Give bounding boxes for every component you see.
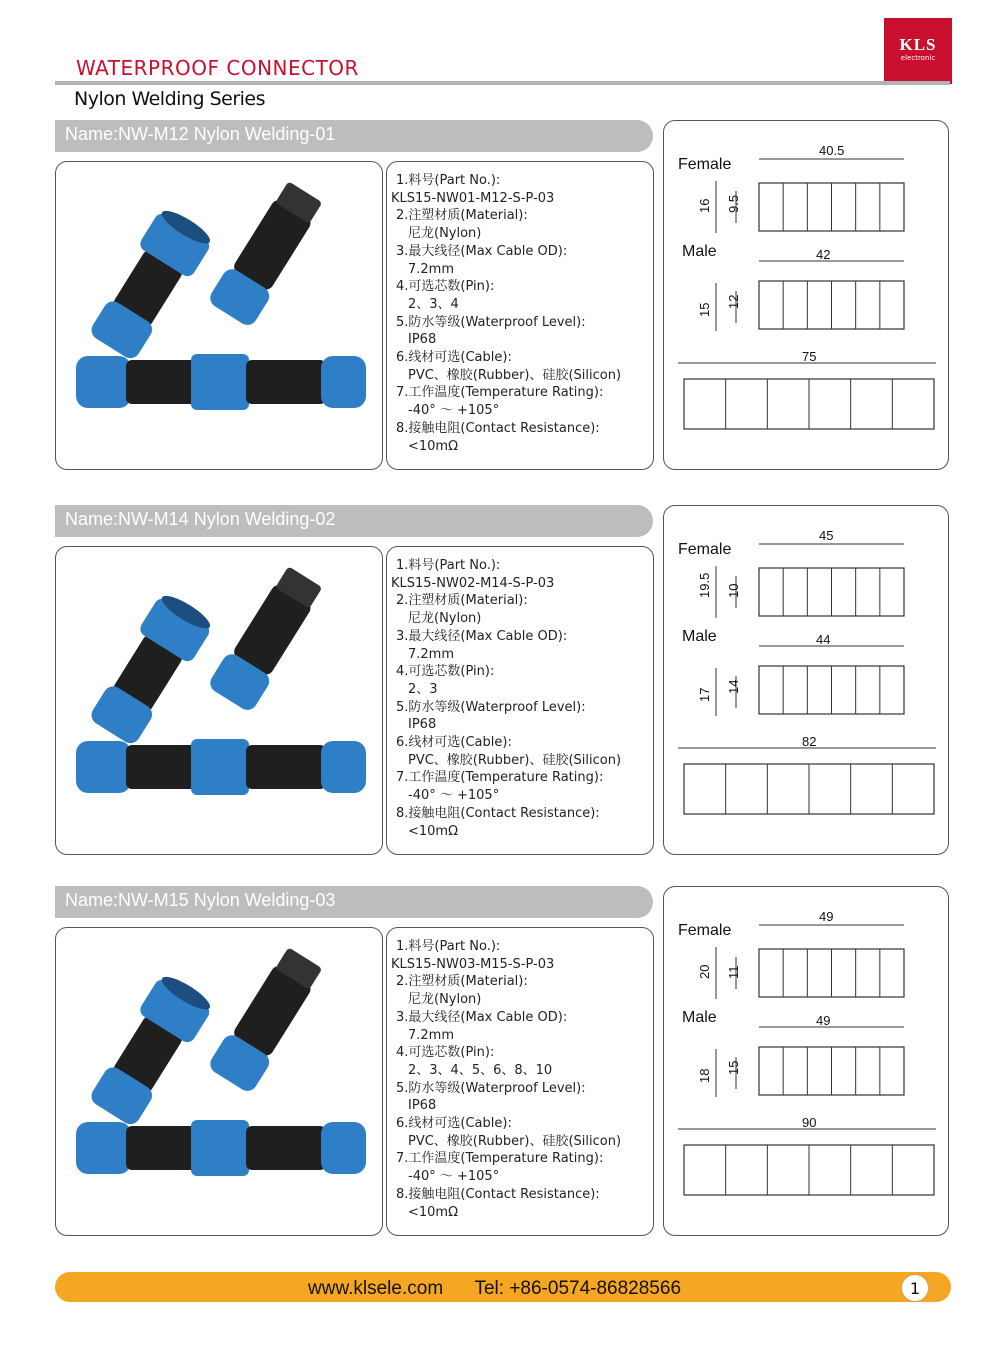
spec-temp-label: 7.工作温度(Temperature Rating): [396,770,604,786]
spec-temp-value: -40° ～ +105° [408,403,500,419]
male-length-dim: 49 [816,1013,831,1028]
spec-resistance-value: <10mΩ [408,823,459,839]
logo-subtext: electronic [900,54,936,62]
spec-od-label: 3.最大线径(Max Cable OD): [396,1009,568,1025]
spec-waterproof-value: IP68 [408,1098,437,1114]
kls-logo [884,18,952,84]
spec-part-label: 1.料号(Part No.): [396,173,501,188]
female-id-dim: 9.5 [726,194,741,213]
female-od-dim: 19.5 [697,572,712,598]
male-id-dim: 14 [726,679,741,694]
page-title: WATERPROOF CONNECTOR [76,56,359,80]
spec-pin-value: 2、3 [408,681,438,697]
female-od-dim: 16 [697,198,712,213]
spec-cable-value: PVC、橡胶(Rubber)、硅胶(Silicon) [408,367,622,383]
male-label: Male [682,1009,717,1026]
series-title: Nylon Welding Series [74,88,265,110]
male-id-dim: 12 [726,294,741,309]
spec-cable-value: PVC、橡胶(Rubber)、硅胶(Silicon) [408,752,622,768]
male-od-dim: 15 [697,302,712,317]
spec-part-value: KLS15-NW03-M15-S-P-03 [391,956,555,972]
spec-temp-label: 7.工作温度(Temperature Rating): [396,1151,604,1167]
spec-panel [386,161,654,470]
spec-waterproof-label: 5.防水等级(Waterproof Level): [396,699,586,715]
spec-resistance-value: <10mΩ [408,1204,459,1220]
spec-od-value: 7.2mm [408,261,455,277]
section-header-bar [55,505,653,537]
spec-cable-value: PVC、橡胶(Rubber)、硅胶(Silicon) [408,1133,622,1149]
spec-waterproof-value: IP68 [408,717,437,733]
spec-part-value: KLS15-NW01-M12-S-P-03 [391,190,555,206]
spec-od-label: 3.最大线径(Max Cable OD): [396,628,568,644]
product-name: Name:NW-M12 Nylon Welding-01 [65,124,336,144]
spec-pin-label: 4.可选芯数(Pin): [396,1045,495,1061]
spec-material-label: 2.注塑材质(Material): [396,974,528,990]
dimension-panel [663,120,949,470]
product-photo-panel [55,161,383,470]
dimension-drawing [664,887,948,1233]
female-label: Female [678,541,732,558]
male-label: Male [682,628,717,645]
dimension-panel [663,505,949,855]
spec-pin-label: 4.可选芯数(Pin): [396,279,495,295]
dimension-drawing [664,506,948,852]
connector-photo-svg [56,162,382,468]
page-number: 1 [901,1274,929,1302]
spec-temp-value: -40° ～ +105° [408,788,500,804]
spec-panel [386,927,654,1236]
spec-temp-value: -40° ～ +105° [408,1169,500,1185]
spec-panel [386,546,654,855]
spec-waterproof-label: 5.防水等级(Waterproof Level): [396,314,586,330]
spec-material-value: 尼龙(Nylon) [408,992,482,1008]
spec-waterproof-label: 5.防水等级(Waterproof Level): [396,1080,586,1096]
male-od-dim: 17 [697,687,712,702]
total-length-dim: 90 [802,1115,817,1130]
dimension-panel [663,886,949,1236]
spec-material-value: 尼龙(Nylon) [408,226,482,242]
spec-cable-label: 6.线材可选(Cable): [396,735,512,751]
spec-resistance-value: <10mΩ [408,438,459,454]
female-id-dim: 11 [726,965,741,979]
female-od-dim: 20 [697,964,712,979]
female-length-dim: 40.5 [819,143,845,158]
dimension-drawing [664,121,948,467]
male-od-dim: 18 [697,1068,712,1083]
spec-od-value: 7.2mm [408,646,455,662]
female-id-dim: 10 [726,583,741,598]
footer-contact: www.klsele.com Tel: +86-0574-86828566 [308,1278,682,1299]
spec-part-label: 1.料号(Part No.): [396,558,501,573]
spec-part-label: 1.料号(Part No.): [396,939,501,954]
product-photo-panel [55,927,383,1236]
spec-resistance-label: 8.接触电阻(Contact Resistance): [396,1186,600,1202]
spec-part-value: KLS15-NW02-M14-S-P-03 [391,575,555,591]
spec-cable-label: 6.线材可选(Cable): [396,350,512,366]
connector-photo-svg [56,928,382,1234]
spec-temp-label: 7.工作温度(Temperature Rating): [396,385,604,401]
product-name: Name:NW-M15 Nylon Welding-03 [65,890,336,910]
female-label: Female [678,922,732,939]
spec-pin-value: 2、3、4、5、6、8、10 [408,1062,553,1078]
total-length-dim: 82 [802,734,817,749]
male-label: Male [682,243,717,260]
section-header-bar [55,120,653,152]
female-length-dim: 49 [819,909,834,924]
male-length-dim: 42 [816,247,831,262]
female-label: Female [678,156,732,173]
spec-pin-value: 2、3、4 [408,296,459,312]
spec-waterproof-value: IP68 [408,332,437,348]
product-photo-panel [55,546,383,855]
product-name: Name:NW-M14 Nylon Welding-02 [65,509,336,529]
spec-pin-label: 4.可选芯数(Pin): [396,664,495,680]
spec-resistance-label: 8.接触电阻(Contact Resistance): [396,420,600,436]
spec-od-label: 3.最大线径(Max Cable OD): [396,243,568,259]
male-id-dim: 15 [726,1060,741,1075]
spec-od-value: 7.2mm [408,1027,455,1043]
spec-material-value: 尼龙(Nylon) [408,611,482,627]
header-divider [55,81,950,85]
spec-material-label: 2.注塑材质(Material): [396,593,528,609]
section-header-bar [55,886,653,918]
spec-material-label: 2.注塑材质(Material): [396,208,528,224]
female-length-dim: 45 [819,528,834,543]
male-length-dim: 44 [816,632,831,647]
logo-text: KLS [899,35,937,54]
total-length-dim: 75 [802,349,817,364]
spec-cable-label: 6.线材可选(Cable): [396,1116,512,1132]
connector-photo-svg [56,547,382,853]
spec-resistance-label: 8.接触电阻(Contact Resistance): [396,805,600,821]
